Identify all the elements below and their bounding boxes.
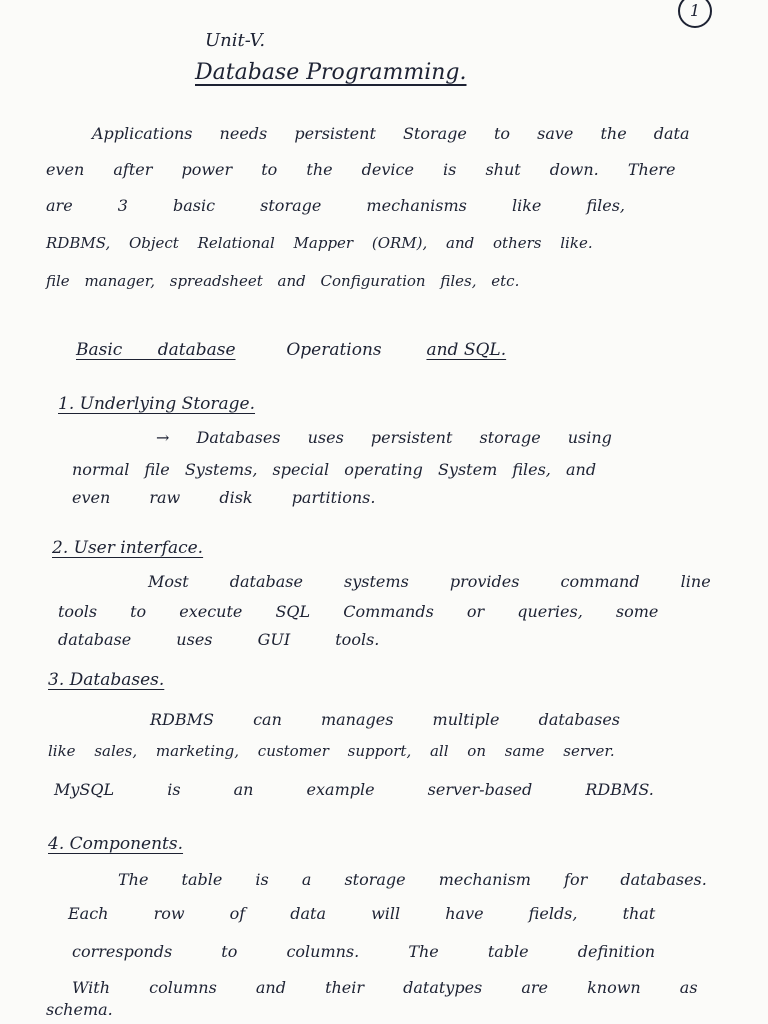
page-number: 1 — [678, 0, 712, 28]
intro-line: file manager, spreadsheet and Configuration files, etc. — [46, 272, 520, 290]
section-line: Most database systems provides command line — [148, 572, 711, 591]
intro-line: Applications needs persistent Storage to save the data — [92, 124, 690, 143]
section-line: → Databases uses persistent storage using — [156, 428, 612, 447]
section-line: like sales, marketing, customer support, all on same server. — [48, 742, 615, 760]
section-line: even raw disk partitions. — [72, 488, 376, 507]
unit-title: Unit-V. — [205, 30, 266, 51]
section-title: 3. Databases. — [48, 670, 165, 690]
section-title: 1. Underlying Storage. — [58, 394, 256, 414]
section-title: 2. User interface. — [52, 538, 204, 558]
section-line: normal file Systems, special operating System files, and — [72, 460, 597, 479]
intro-line: even after power to the device is shut down. There — [46, 160, 676, 179]
section-line: MySQL is an example server-based RDBMS. — [54, 780, 654, 799]
section-line: corresponds to columns. The table definition — [72, 942, 656, 961]
section-line: database uses GUI tools. — [58, 630, 380, 649]
section-line: The table is a storage mechanism for databases. — [118, 870, 707, 889]
section-title: 4. Components. — [48, 834, 184, 854]
section-line: RDBMS can manages multiple databases — [150, 710, 620, 729]
section-line: tools to execute SQL Commands or queries, some — [58, 602, 659, 621]
section-line: With columns and their datatypes are known as — [72, 978, 698, 997]
section-heading — [76, 340, 506, 360]
document-title: Database Programming. — [195, 60, 467, 85]
section-heading-sql: and SQL. — [426, 340, 507, 360]
section-heading-operations: Operations — [286, 340, 382, 360]
section-heading-basic: Basic database — [76, 340, 236, 360]
section-line: Each row of data will have fields, that — [68, 904, 656, 923]
intro-line: are 3 basic storage mechanisms like files, — [46, 196, 626, 215]
intro-line: RDBMS, Object Relational Mapper (ORM), and others like. — [46, 234, 593, 252]
section-line: schema. — [46, 1000, 113, 1019]
